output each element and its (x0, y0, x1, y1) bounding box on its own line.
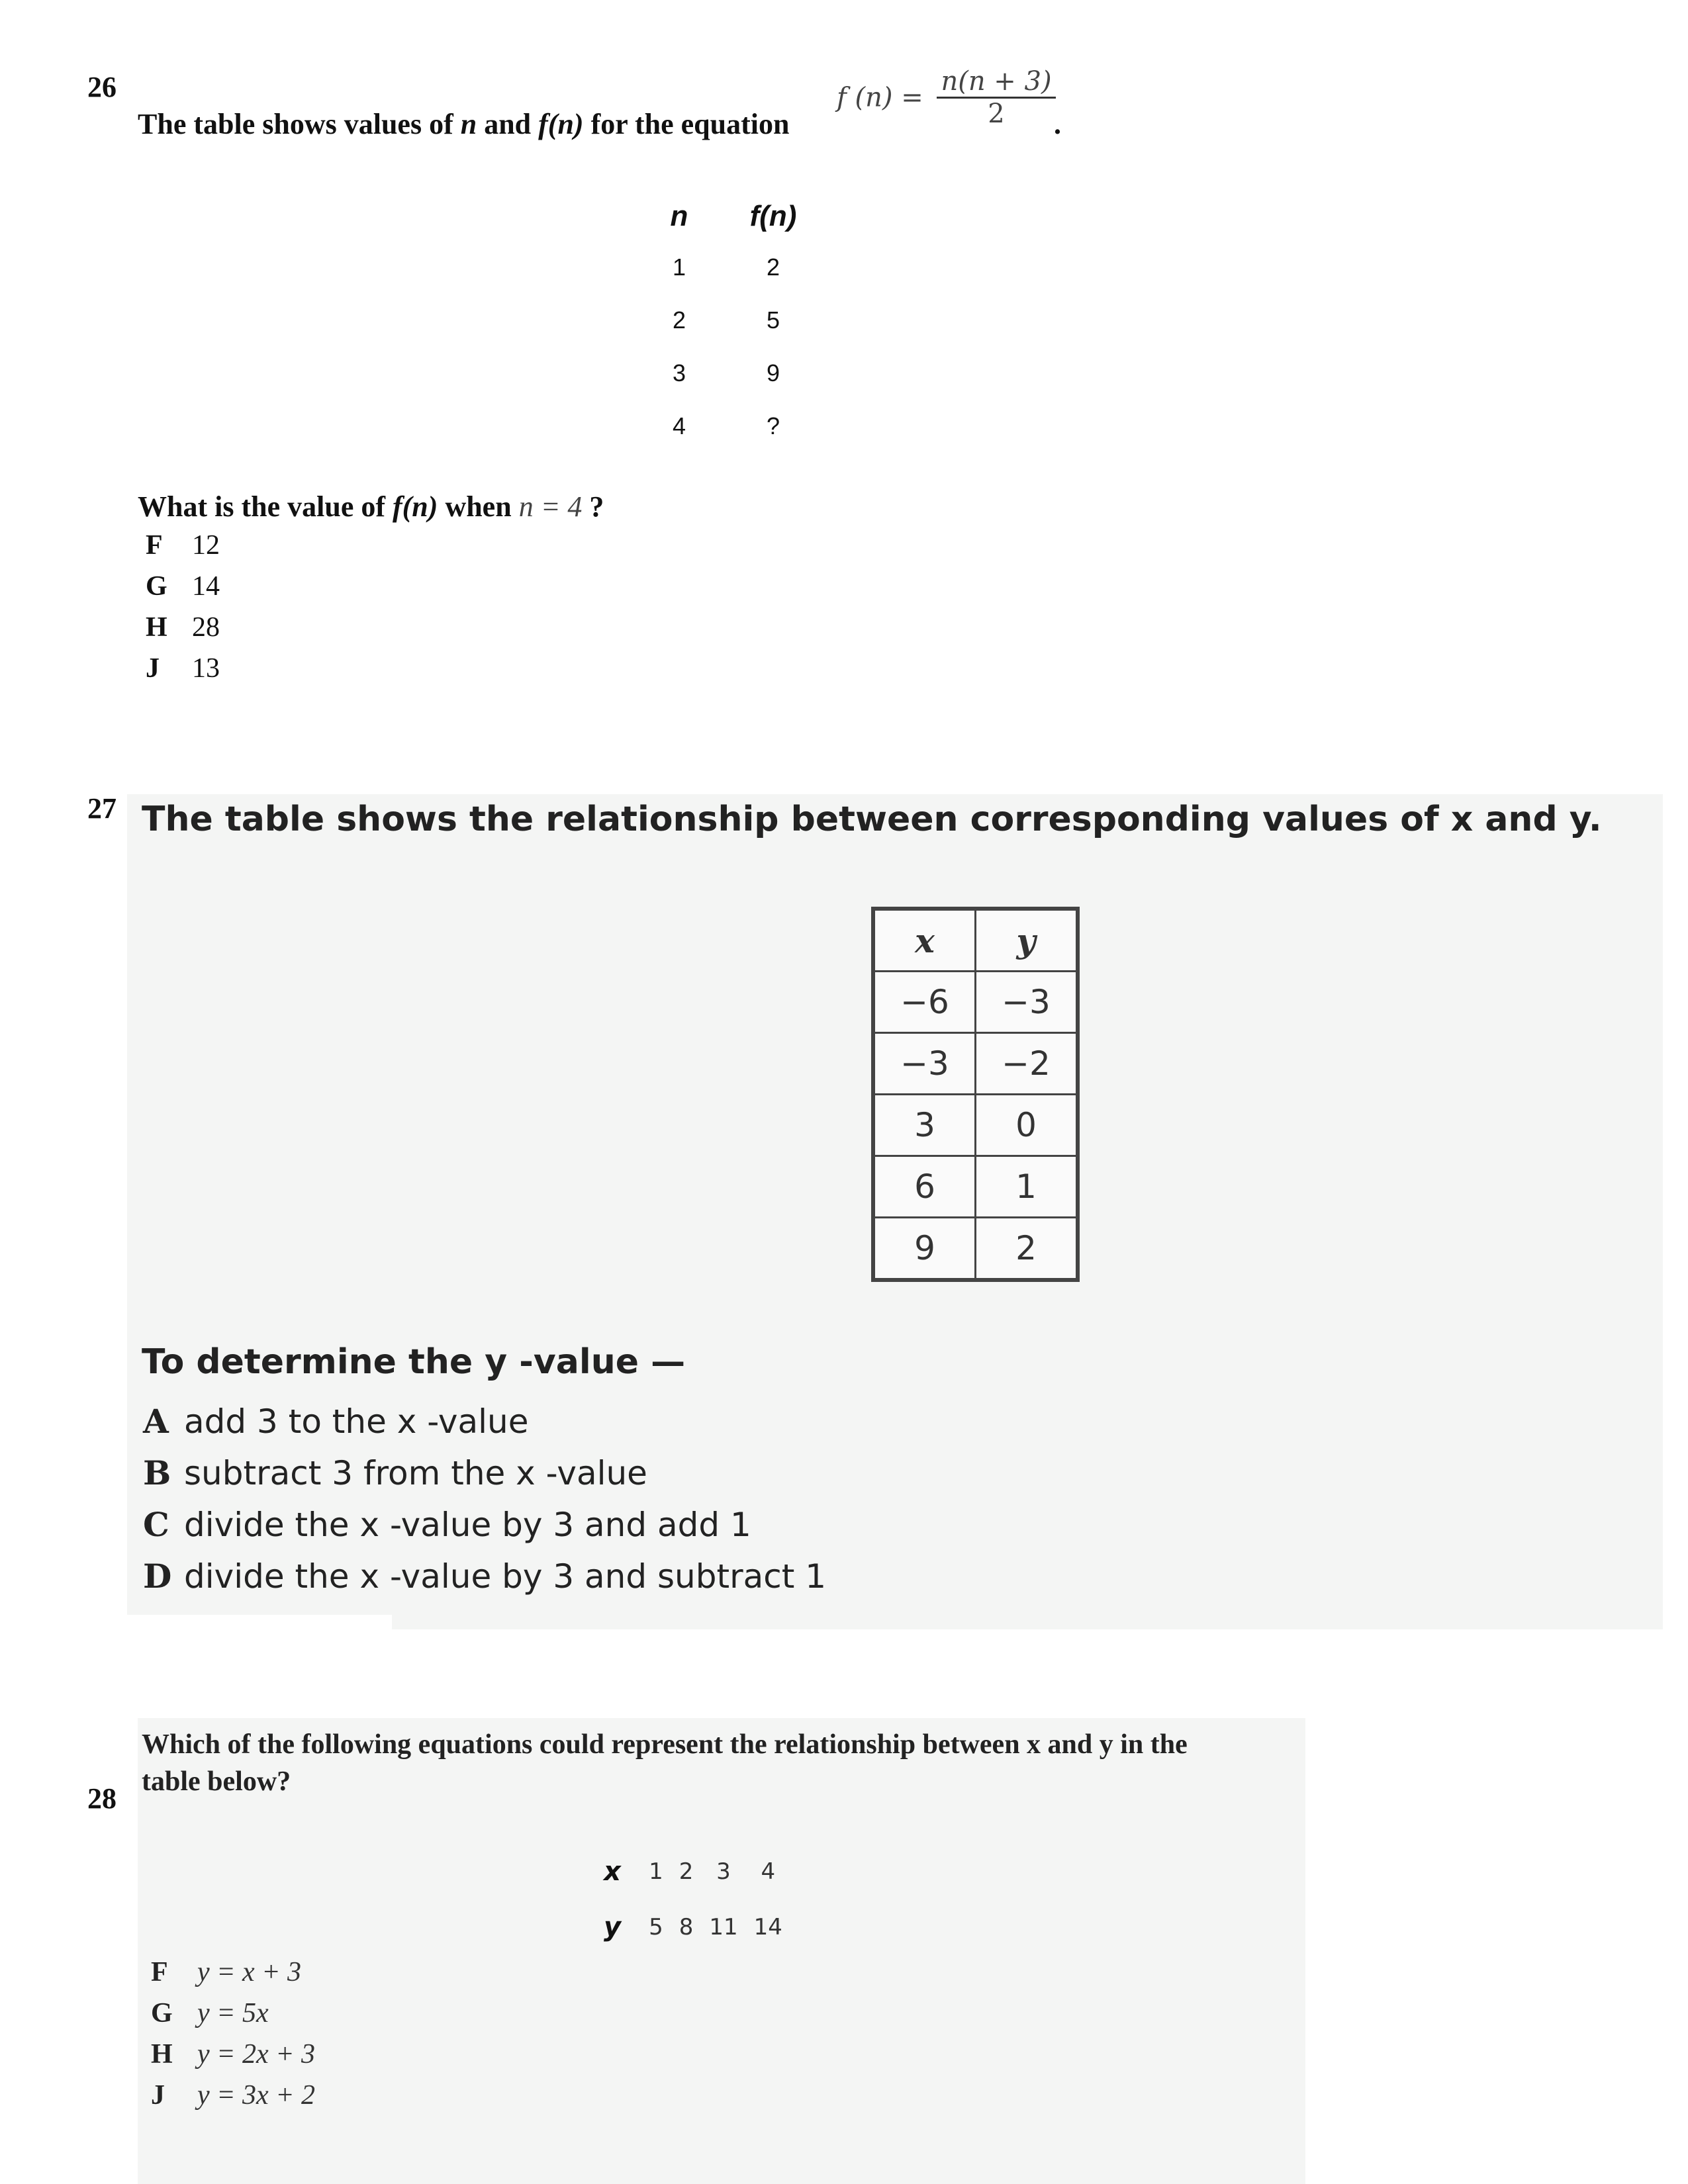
table-cell: 6 (873, 1156, 976, 1218)
table-cell: 2 (976, 1218, 1078, 1281)
equation-fraction: $\frac{n(n + 3)}{2}$ (937, 66, 1055, 129)
table-cell: 9 (873, 1218, 976, 1281)
answer-option-j[interactable]: J 13 (146, 653, 220, 684)
table-cell: ? (766, 412, 780, 439)
answer-option-b[interactable]: B subtract 3 from the x -value (143, 1453, 647, 1492)
answer-option-h[interactable]: H y = 2x + 3 (151, 2039, 315, 2070)
question-stem: Which of the following equations could represent the relationship between x and y in the table below? (142, 1729, 1188, 1797)
table-cell: −3 (873, 1033, 976, 1095)
table-header: f(n) (749, 200, 797, 232)
table-cell: 4 (672, 412, 686, 439)
answer-option-j[interactable]: J y = 3x + 2 (151, 2080, 315, 2111)
question-number: 26 (87, 71, 117, 103)
table-cell: 3 (873, 1095, 976, 1156)
answer-option-f[interactable]: F 12 (146, 530, 220, 561)
answer-option-d[interactable]: D divide the x -value by 3 and subtract 1 (143, 1557, 827, 1596)
question-prompt: What is the value of f(n) when n = 4 ? (138, 490, 604, 523)
table-cell: 2 (766, 253, 780, 281)
equation-period: . (1054, 108, 1061, 140)
table-cell: −2 (976, 1033, 1078, 1095)
table-cell: 0 (976, 1095, 1078, 1156)
answer-option-g[interactable]: G 14 (146, 571, 220, 602)
equation: f (n) = $\frac{n(n + 3)}{2}$ (837, 66, 1056, 129)
answer-options (138, 529, 220, 694)
answer-option-g[interactable]: G y = 5x (151, 1998, 269, 2028)
table-cell: 1 (649, 1858, 663, 1885)
xy-table (871, 907, 1080, 1282)
table-header: x (873, 909, 976, 972)
answer-options (143, 1402, 826, 1608)
table-cell: 1 (672, 253, 686, 281)
question-number: 28 (87, 1782, 117, 1815)
answer-option-a[interactable]: A add 3 to the x -value (143, 1402, 529, 1441)
table-cell: 5 (649, 1914, 663, 1940)
table-header: x (604, 1856, 621, 1887)
question-stem: The table shows the relationship between corresponding values of x and y. (142, 799, 1602, 839)
table-header: y (604, 1912, 622, 1942)
table-cell: 4 (761, 1858, 776, 1885)
table-cell: 5 (766, 306, 780, 334)
table-cell: 2 (679, 1858, 694, 1885)
table-cell: 11 (709, 1914, 738, 1940)
table-cell: −3 (976, 972, 1078, 1033)
values-table (655, 192, 843, 453)
table-cell: 1 (976, 1156, 1078, 1218)
xy-table (596, 1844, 790, 1955)
table-cell: 3 (716, 1858, 731, 1885)
table-cell: 14 (753, 1914, 782, 1940)
answer-option-f[interactable]: F y = x + 3 (151, 1957, 301, 1987)
table-header: y (976, 909, 1078, 972)
answer-options (151, 1956, 315, 2120)
table-cell: 9 (766, 359, 780, 387)
question-number: 27 (87, 792, 117, 825)
table-cell: 8 (679, 1914, 694, 1940)
table-header: n (670, 200, 688, 232)
answer-option-c[interactable]: C divide the x -value by 3 and add 1 (143, 1505, 751, 1544)
question-prompt: To determine the y -value — (142, 1342, 686, 1382)
question-stem: The table shows values of n and f(n) for the equation (138, 108, 790, 140)
table-cell: 3 (672, 359, 686, 387)
table-cell: −6 (873, 972, 976, 1033)
panel-gap (127, 1615, 392, 1641)
table-cell: 2 (672, 306, 686, 334)
answer-option-h[interactable]: H 28 (146, 612, 220, 643)
